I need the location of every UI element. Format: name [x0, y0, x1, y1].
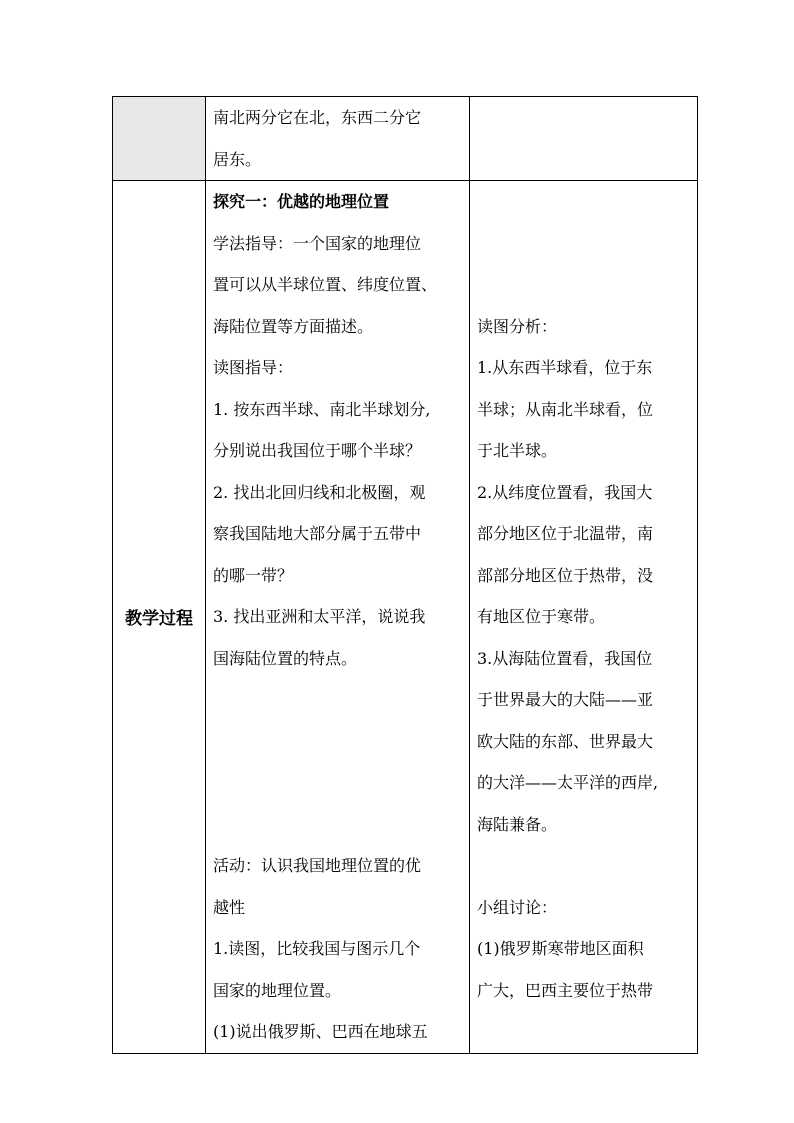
text-line: 部部分地区位于热带，没: [477, 565, 654, 585]
text-line: 读图分析：: [477, 316, 558, 336]
text-line: 国海陆位置的特点。: [213, 648, 358, 668]
text-line: 1.从东西半球看，位于东: [477, 358, 653, 377]
section-label: 教学过程: [125, 609, 193, 630]
blank-line: [477, 223, 693, 265]
lesson-plan-table: [112, 96, 698, 1054]
text-line: 南北两分它在北，东西二分它: [213, 108, 422, 127]
text-line: 有地区位于寒带。: [477, 607, 606, 626]
text-line: 2. 找出北回归线和北极圈，观: [213, 482, 426, 502]
text-line: 1.读图，比较我国与图示几个: [213, 939, 421, 958]
text-line: 活动：认识我国地理位置的优: [213, 856, 422, 875]
blank-line: [213, 762, 465, 804]
text-line: 的大洋——太平洋的西岸,: [477, 773, 659, 792]
blank-line: [213, 721, 465, 763]
text-line: 的哪一带？: [213, 565, 294, 585]
text-line: 国家的地理位置。: [213, 980, 342, 1000]
text-line: 1. 按东西半球、南北半球划分,: [213, 399, 431, 419]
teacher-activity-cell: [206, 181, 470, 1054]
text-line: 于世界最大的大陆——亚: [477, 690, 654, 709]
blank-line: [213, 679, 465, 721]
text-line: 海陆位置等方面描述。: [213, 316, 374, 336]
text-line: 学法指导：一个国家的地理位: [213, 233, 422, 253]
text-line: 半球；从南北半球看，位: [477, 399, 654, 419]
blank-line: [477, 181, 693, 223]
text-line: 读图指导：: [213, 358, 294, 377]
label-cell-empty: [113, 97, 206, 181]
text-line: 2.从纬度位置看，我国大: [477, 482, 653, 502]
section-label-cell: [113, 181, 206, 1054]
section-heading: 探究一：优越的地理位置: [213, 192, 390, 211]
text-line: (1)俄罗斯寒带地区面积: [477, 939, 644, 958]
text-line: 海陆兼备。: [477, 814, 558, 834]
blank-line: [213, 804, 465, 846]
student-activity-cell: [470, 181, 698, 1054]
text-line: 小组讨论：: [477, 897, 558, 917]
text-line: 置可以从半球位置、纬度位置、: [213, 275, 438, 294]
text-line: 3.从海陆位置看，我国位: [477, 648, 653, 668]
text-line: 居东。: [213, 149, 262, 169]
table-row: [113, 181, 698, 1054]
text-line: 于北半球。: [477, 441, 558, 460]
blank-line: [477, 845, 693, 887]
text-line: 3. 找出亚洲和太平洋，说说我: [213, 607, 426, 626]
text-line: 越性: [213, 897, 246, 917]
text-line: (1)说出俄罗斯、巴西在地球五: [213, 1022, 428, 1041]
text-line: 察我国陆地大部分属于五带中: [213, 524, 422, 543]
text-line: 欧大陆的东部、世界最大: [477, 731, 654, 751]
content-cell: [206, 97, 470, 181]
text-line: 分别说出我国位于哪个半球？: [213, 441, 422, 460]
text-line: 部分地区位于北温带，南: [477, 524, 654, 543]
notes-cell-empty: [470, 97, 698, 181]
table-row: [113, 97, 698, 181]
blank-line: [477, 264, 693, 306]
text-line: 广大，巴西主要位于热带: [477, 980, 654, 1000]
